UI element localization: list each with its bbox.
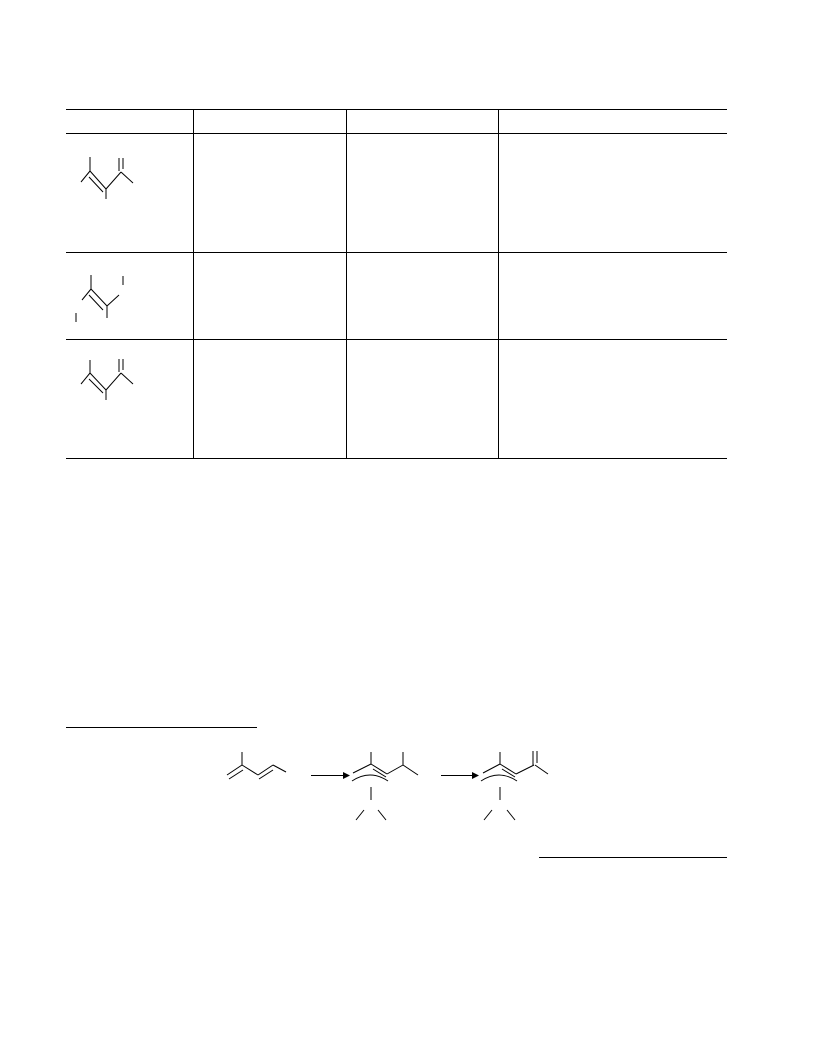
bond-line: [121, 373, 133, 384]
bond-line: [81, 373, 90, 384]
bond-line: [516, 765, 534, 774]
arrow-head: [343, 772, 350, 779]
double-bond-line: [258, 765, 273, 775]
bond-line: [273, 765, 286, 772]
bond-line: [242, 765, 258, 775]
reaction-arrow: [441, 772, 479, 779]
bond-line: [483, 764, 500, 773]
bond-line: [107, 295, 119, 306]
bond-line: [387, 765, 403, 774]
starting-material-structure: [227, 752, 286, 779]
double-bond-line: [259, 770, 273, 779]
ligand-line: [484, 810, 492, 820]
allyl-arc: [352, 775, 388, 781]
reaction-arrow: [311, 772, 350, 779]
bond-line: [82, 289, 91, 300]
double-bond-line: [227, 765, 242, 775]
arrow-head: [472, 772, 479, 779]
bond-line: [535, 765, 548, 774]
double-bond-line: [89, 177, 103, 192]
bond-line: [353, 764, 371, 773]
intermediate-structure-1: [352, 752, 418, 820]
reaction-scheme: [227, 751, 548, 820]
intermediate-structure-2: [481, 751, 548, 820]
ligand-line: [378, 810, 386, 820]
bond-line: [106, 172, 121, 189]
structure-drawing-row-2: [76, 275, 123, 322]
ligand-line: [507, 810, 515, 820]
bond-line: [121, 172, 133, 183]
bond-line: [81, 171, 90, 182]
data-table: [66, 109, 727, 459]
structure-drawing-row-3: [81, 359, 133, 400]
structure-drawing-row-1: [81, 157, 133, 199]
double-bond-line: [89, 295, 103, 310]
bond-line: [403, 765, 418, 775]
double-bond-line: [89, 379, 103, 393]
double-bond-line: [229, 770, 243, 779]
bond-line: [106, 373, 121, 390]
double-bond-line: [91, 289, 107, 306]
ligand-line: [356, 810, 364, 820]
allyl-arc: [481, 775, 517, 781]
